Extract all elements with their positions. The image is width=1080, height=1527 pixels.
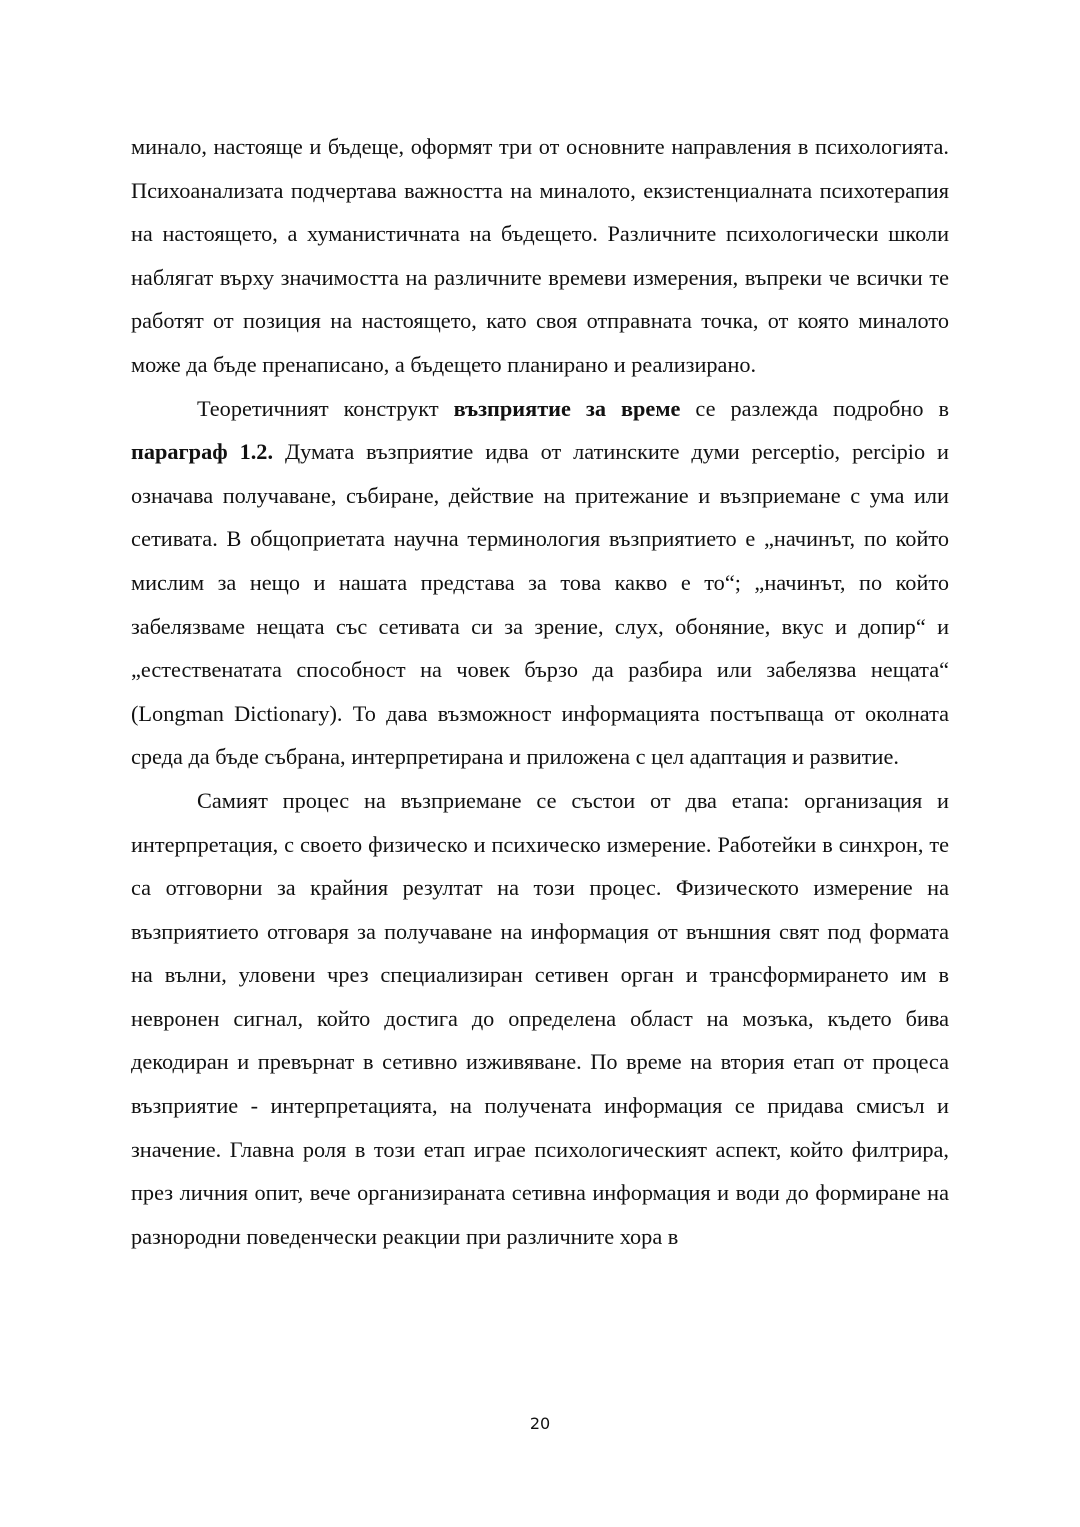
paragraph-2	[131, 387, 949, 779]
paragraph-2-text-3: Думата възприятие идва от латинските думи perceptio, percipio и означава получаване, събиране, действие на притежание и възприемане с ума или сетивата. В общоприетата научна терминология възприятието е „начинът, по който мислим за нещо и нашата представа за това какво е то“; „начинът, по който забелязваме нещата със сетивата си за зрение, слух, обоняние, вкус и допир“ и „естественатата способност на човек бързо да разбира или забелязва нещата“ (Longman Dictionary). То дава възможност информацията постъпваща от околната среда да бъде събрана, интерпретирана и приложена с цел адаптация и развитие.	[131, 439, 949, 770]
paragraph-3: Самият процес на възприемане се състои от два етапа: организация и интерпретация, с своето физическо и психическо измерение. Работейки в синхрон, те са отговорни за крайния резултат на този процес. Физическото измерение на възприятието отговаря за получаване на информация от външния свят под формата на вълни, уловени чрез специализиран сетивен орган и трансформирането им в невронен сигнал, който достига до определена област на мозъка, където бива декодиран и превърнат в сетивно изживяване. По време на втория етап от процеса възприятие - интерпретацията, на получената информация се придава смисъл и значение. Главна роля в този етап играе психологическият аспект, който филтрира, през личния опит, вече организираната сетивна информация и води до формиране на разнородни поведенчески реакции при различните хора в	[131, 787, 949, 1249]
body-text	[131, 125, 949, 1258]
paragraph-2-text-2: се разлежда подробно в	[680, 395, 950, 421]
term-time-perception: възприятие за време	[453, 395, 681, 421]
paragraph-1: минало, настояще и бъдеще, оформят три от основните направления в психологията. Психоанализата подчертава важността на миналото, екзистенциалната психотерапия на настоящето, а хуманистичната на бъдещето. Различните психологически школи наблягат върху значимостта на различните времеви измерения, въпреки че всички те работят от позиция на настоящето, като своя отправната точка, от която миналото може да бъде пренаписано, а бъдещето планирано и реализирано.	[131, 134, 949, 377]
paragraph-2-text-1: Теоретичният конструкт	[197, 395, 454, 421]
section-reference: параграф 1.2.	[131, 439, 274, 465]
page-number: 20	[529, 1414, 551, 1433]
